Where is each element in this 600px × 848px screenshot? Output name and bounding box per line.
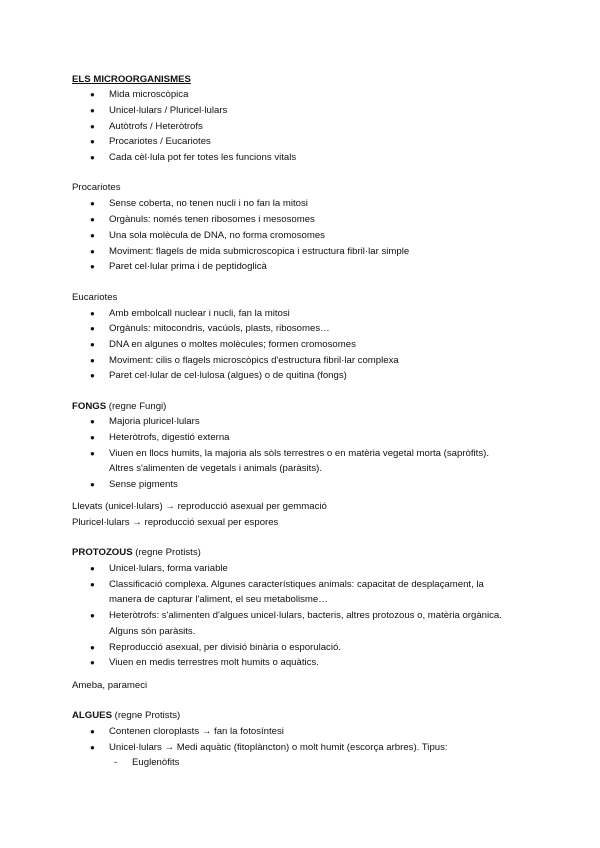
- dash-icon: -: [114, 757, 118, 768]
- bullet-icon: ●: [90, 743, 95, 752]
- bullet-icon: ●: [90, 564, 95, 573]
- list-item: Heteròtrofs, digestió externa: [109, 432, 230, 443]
- list-item: Unicel·lulars / Pluricel·lulars: [109, 105, 228, 116]
- bullet-icon: ●: [90, 215, 95, 224]
- bullet-icon: ●: [90, 309, 95, 318]
- bullet-icon: ●: [90, 106, 95, 115]
- bullet-icon: ●: [90, 643, 95, 652]
- list-item: Majoria pluricel·lulars: [109, 416, 200, 427]
- list-item: Amb embolcall nuclear i nucli, fan la mitosi: [109, 308, 290, 319]
- bullet-icon: ●: [90, 433, 95, 442]
- list-item-continuation: manera de capturar l'aliment, el seu metabolisme…: [109, 594, 328, 605]
- bullet-icon: ●: [90, 417, 95, 426]
- list-item: Moviment: flagels de mida submicroscopica i estructura fibril·lar simple: [109, 246, 410, 257]
- bullet-icon: ●: [90, 658, 95, 667]
- bullet-icon: ●: [90, 262, 95, 271]
- section-heading-eucariotes: Eucariotes: [72, 292, 118, 303]
- section-heading-fongs: [72, 401, 166, 413]
- bullet-icon: ●: [90, 324, 95, 333]
- heading-bold: ALGUES: [72, 710, 112, 721]
- section-heading-procariotes: Procariotes: [72, 182, 121, 193]
- list-item: Procariotes / Eucariotes: [109, 136, 211, 147]
- list-item: Orgànuls: mitocondris, vacúols, plasts, ribosomes…: [109, 323, 330, 334]
- list-item: Sense coberta, no tenen nucli i no fan la mitosi: [109, 198, 308, 209]
- bullet-icon: ●: [90, 122, 95, 131]
- bullet-icon: ●: [90, 340, 95, 349]
- list-item-continuation: Alguns són paràsits.: [109, 626, 196, 637]
- list-item: Unicel·lulars, forma variable: [109, 563, 228, 574]
- list-item-continuation: Altres s'alimenten de vegetals i animals (paràsits).: [109, 463, 322, 474]
- note-line: Llevats (unicel·lulars) → reproducció asexual per gemmació: [72, 501, 327, 512]
- section-heading-algues: [72, 710, 180, 722]
- list-item: Classificació complexa. Algunes característiques animals: capacitat de desplaçament, la: [109, 579, 484, 590]
- bullet-icon: ●: [90, 231, 95, 240]
- list-item: Paret cel·lular de cel·lulosa (algues) o de quitina (fongs): [109, 370, 347, 381]
- bullet-icon: ●: [90, 727, 95, 736]
- list-item: Sense pigments: [109, 479, 178, 490]
- sub-list-item: Euglenòfits: [132, 757, 180, 768]
- list-item: Orgànuls: només tenen ribosomes i mesosomes: [109, 214, 315, 225]
- note-line: Ameba, parameci: [72, 680, 148, 691]
- list-item: Viuen en medis terrestres molt humits o aquàtics.: [109, 657, 319, 668]
- list-item: Unicel·lulars → Medi aquàtic (fitoplàncton) o molt humit (escorça arbres). Tipus:: [109, 742, 448, 753]
- list-item: Reproducció asexual, per divisió binària o esporulació.: [109, 642, 341, 653]
- heading-rest: (regne Protists): [132, 547, 201, 558]
- list-item: Viuen en llocs humits, la majoria als sòls terrestres o en matèria vegetal morta (sapròfits).: [109, 448, 489, 459]
- heading-rest: (regne Fungi): [106, 401, 167, 412]
- note-line: Pluricel·lulars → reproducció sexual per espores: [72, 517, 279, 528]
- page-title: ELS MICROORGANISMES: [72, 74, 191, 85]
- bullet-icon: ●: [90, 90, 95, 99]
- bullet-icon: ●: [90, 449, 95, 458]
- section-heading-protozous: [72, 547, 201, 559]
- heading-bold: FONGS: [72, 401, 107, 412]
- list-item: Paret cel·lular prima i de peptidoglicà: [109, 261, 267, 272]
- heading-rest: (regne Protists): [111, 710, 181, 721]
- bullet-icon: ●: [90, 137, 95, 146]
- bullet-icon: ●: [90, 199, 95, 208]
- list-item: Heteròtrofs: s'alimenten d'algues unicel·lulars, bacteris, altres protozous o, matèria orgànica.: [109, 610, 502, 621]
- bullet-icon: ●: [90, 580, 95, 589]
- list-item: Cada cèl·lula pot fer totes les funcions vitals: [109, 152, 297, 163]
- bullet-icon: ●: [90, 611, 95, 620]
- list-item: DNA en algunes o moltes molècules; formen cromosomes: [109, 339, 356, 350]
- bullet-icon: ●: [90, 356, 95, 365]
- bullet-icon: ●: [90, 371, 95, 380]
- bullet-icon: ●: [90, 153, 95, 162]
- list-item: Autòtrofs / Heteròtrofs: [109, 121, 203, 132]
- list-item: Moviment: cilis o flagels microscòpics d'estructura fibril·lar complexa: [109, 355, 399, 366]
- bullet-icon: ●: [90, 480, 95, 489]
- list-item: Una sola molècula de DNA, no forma cromosomes: [109, 230, 325, 241]
- list-item: Mida microscòpica: [109, 89, 189, 100]
- bullet-icon: ●: [90, 247, 95, 256]
- heading-bold: PROTOZOUS: [72, 547, 133, 558]
- list-item: Contenen cloroplasts → fan la fotosíntesi: [109, 726, 284, 737]
